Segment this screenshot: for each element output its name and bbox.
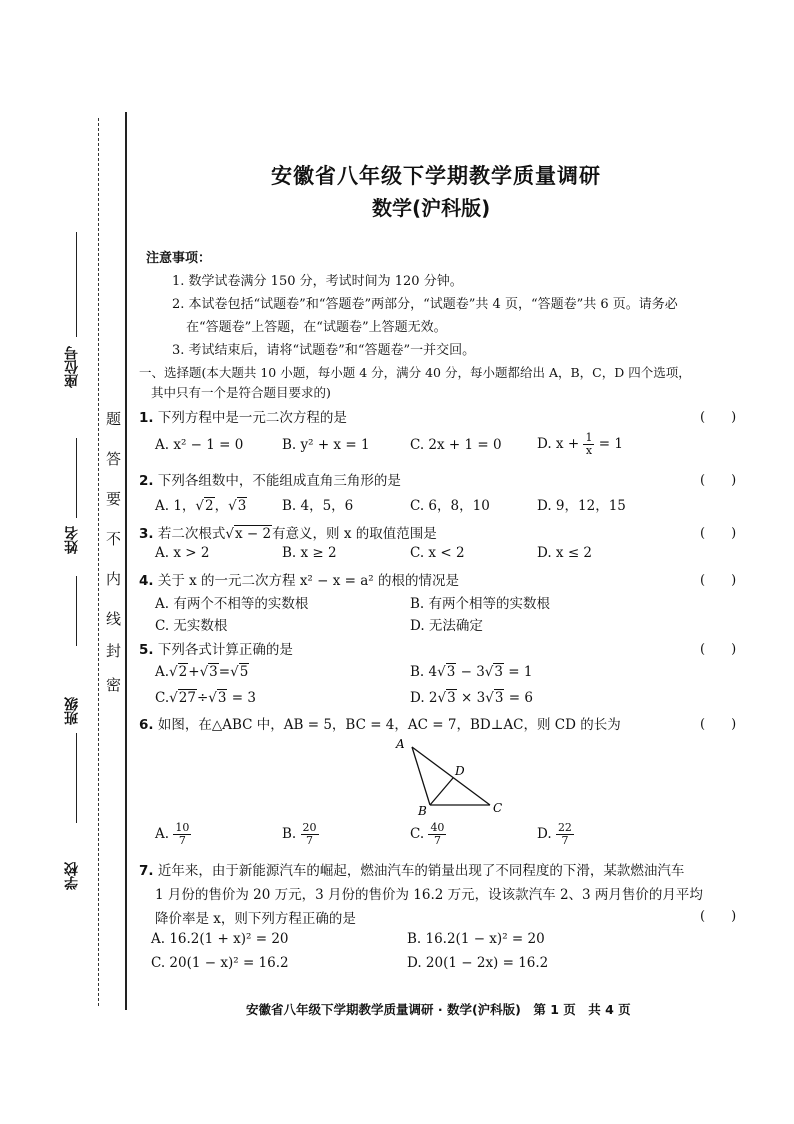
seal-char: 内 (106, 570, 122, 588)
question-4 (139, 569, 459, 589)
seat-blank (76, 232, 77, 337)
page-footer: 安徽省八年级下学期教学质量调研 · 数学(沪科版) 第 1 页 共 4 页 (246, 1002, 631, 1017)
question-7 (139, 859, 684, 879)
radicand: 3 (447, 690, 456, 706)
option-text: = 3 (231, 690, 256, 706)
seat-label: 座位号 (64, 346, 80, 388)
radicand: 3 (209, 664, 218, 680)
option-text: = (218, 664, 231, 680)
option-a (155, 822, 191, 847)
notes-heading: 注意事项： (146, 251, 212, 266)
note-item: 2. 本试卷包括“试题卷”和“答题卷”两部分，“试题卷”共 4 页，“答题卷”共 6 页。请务必 (172, 297, 678, 312)
section-heading-cont: 其中只有一个是符合题目要求的) (151, 385, 331, 400)
option-c: C. 6，8，10 (410, 498, 490, 514)
question-stem: 若二次根式 (157, 526, 226, 542)
option-a: A. 1，√2，√3 (155, 498, 247, 514)
question-6 (139, 713, 621, 733)
page-subtitle: 数学(沪科版) (372, 196, 491, 220)
seal-char: 要 (106, 490, 122, 508)
segment-ac (412, 747, 490, 805)
question-5 (139, 638, 293, 658)
option-b (282, 822, 319, 847)
segment-ab (412, 747, 430, 805)
note-item: 1. 数学试卷满分 150 分，考试时间为 120 分钟。 (172, 274, 463, 289)
radicand: x − 2 (234, 526, 272, 542)
answer-paren: ( ) (700, 717, 737, 732)
question-stem-cont: 1 月份的售价为 20 万元，3 月份的售价为 16.2 万元，设该款汽车 2、3 两月售价的月平均 (155, 887, 703, 903)
page-title: 安徽省八年级下学期教学质量调研 (271, 164, 601, 188)
radicand: 5 (239, 664, 249, 680)
option-text: B. (282, 826, 297, 842)
fraction (173, 822, 191, 847)
answer-paren: ( ) (700, 642, 737, 657)
answer-paren: ( ) (700, 909, 737, 924)
option-c: C. 无实数根 (155, 618, 228, 634)
question-1 (139, 406, 347, 426)
option-text: C. (410, 826, 425, 842)
option-text: + (188, 664, 200, 680)
option-a: A. x > 2 (155, 545, 210, 561)
dashed-binding-line (98, 118, 99, 1006)
option-text: B. 4 (410, 664, 438, 680)
option-text: × 3 (461, 690, 486, 706)
seal-char: 题 (106, 410, 122, 428)
school-label: 学校 (64, 862, 80, 890)
point-d-label: D (455, 764, 465, 778)
fraction-numerator: 22 (557, 821, 572, 834)
binding-border (125, 112, 127, 1010)
answer-paren: ( ) (700, 410, 737, 425)
class-label: 班级 (64, 697, 80, 725)
vertex-c-label: C (493, 801, 503, 815)
note-item: 在“答题卷”上答题，在“试题卷”上答题无效。 (186, 320, 447, 335)
option-b: B. 4√3 − 3√3 = 1 (410, 664, 533, 680)
radicand: 27 (178, 690, 196, 706)
class-blank (76, 733, 77, 823)
note-item: 3. 考试结束后，请将“试题卷”和“答题卷”一并交回。 (172, 343, 476, 358)
option-d: D. 20(1 − 2x) = 16.2 (407, 955, 549, 971)
fraction-numerator: 10 (175, 821, 190, 834)
option-c: C. 20(1 − x)² = 16.2 (151, 955, 289, 971)
radicand: 3 (237, 498, 247, 514)
option-b: B. x ≥ 2 (282, 545, 337, 561)
option-d: D. 2√3 × 3√3 = 6 (410, 690, 533, 706)
question-number: 7. (139, 863, 154, 879)
question-stem-cont: 降价率是 x，则下列方程正确的是 (155, 911, 356, 927)
option-text: C. (155, 690, 170, 706)
fraction (556, 822, 574, 847)
option-d (537, 822, 574, 847)
option-text: A. 1， (155, 498, 196, 514)
option-text: A. (155, 664, 170, 680)
question-number: 6. (139, 717, 154, 733)
fraction-denominator: 7 (561, 834, 569, 847)
question-stem: 近年来，由于新能源汽车的崛起，燃油汽车的销量出现了不同程度的下滑，某款燃油汽车 (157, 863, 685, 879)
option-text: D. (537, 826, 552, 842)
question-stem: 下列各组数中，不能组成直角三角形的是 (157, 473, 401, 489)
question-stem: 下列方程中是一元二次方程的是 (157, 410, 347, 426)
fraction-denominator: 7 (178, 834, 186, 847)
seal-char: 密 (106, 676, 122, 694)
fraction (301, 822, 319, 847)
vertex-a-label: A (396, 737, 405, 751)
option-text: ， (214, 498, 229, 514)
fraction-numerator: 20 (302, 821, 317, 834)
answer-paren: ( ) (700, 573, 737, 588)
question-3: 3. 若二次根式√x − 2有意义，则 x 的取值范围是 (139, 526, 437, 542)
question-2 (139, 469, 401, 489)
radicand: 3 (217, 690, 227, 706)
option-b: B. y² + x = 1 (282, 437, 370, 453)
question-number: 2. (139, 473, 154, 489)
segment-bd (430, 778, 453, 805)
option-b: B. 4，5，6 (282, 498, 354, 514)
radicand: 2 (205, 498, 214, 514)
fraction (583, 432, 594, 457)
seal-char: 封 (106, 642, 122, 660)
seal-char: 线 (106, 610, 122, 628)
answer-paren: ( ) (700, 473, 737, 488)
option-c: C. x < 2 (410, 545, 465, 561)
fraction-denominator: 7 (306, 834, 314, 847)
option-c: C. 2x + 1 = 0 (410, 437, 502, 453)
name-blank (76, 438, 77, 518)
name-blank-lower (76, 576, 77, 646)
option-text: = 1 (598, 436, 623, 452)
name-label: 姓名 (64, 526, 80, 554)
fraction (428, 822, 446, 847)
option-a: A. 16.2(1 + x)² = 20 (151, 931, 289, 947)
option-d: D. 9，12，15 (537, 498, 626, 514)
option-text: ÷ (196, 690, 209, 706)
radicand: 3 (446, 664, 456, 680)
question-stem: 关于 x 的一元二次方程 x² − x = a² 的根的情况是 (157, 573, 459, 589)
option-text: D. 2 (410, 690, 438, 706)
radicand: 3 (494, 690, 504, 706)
option-c: C.√27÷√3 = 3 (155, 690, 256, 706)
question-stem: 如图，在△ABC 中，AB = 5，BC = 4，AC = 7，BD⊥AC，则 CD 的长为 (157, 717, 621, 733)
fraction-numerator: 1 (585, 431, 593, 444)
option-text: A. (155, 826, 170, 842)
question-number: 3. (139, 526, 154, 542)
option-d: D. x ≤ 2 (537, 545, 593, 561)
radicand: 3 (494, 664, 503, 680)
option-a: A. 有两个不相等的实数根 (155, 596, 309, 612)
fraction-denominator: 7 (433, 834, 441, 847)
option-a: A. x² − 1 = 0 (155, 437, 244, 453)
seal-char: 答 (106, 450, 122, 468)
option-b: B. 16.2(1 − x)² = 20 (407, 931, 545, 947)
option-c (410, 822, 446, 847)
section-heading: 一、选择题(本大题共 10 小题，每小题 4 分，满分 40 分，每小题都给出 A，B，C，D 四个选项， (139, 365, 691, 380)
option-text: = 1 (508, 664, 533, 680)
question-stem: 下列各式计算正确的是 (157, 642, 293, 658)
question-number: 4. (139, 573, 154, 589)
radicand: 2 (178, 664, 188, 680)
answer-paren: ( ) (700, 526, 737, 541)
fraction-numerator: 40 (430, 821, 445, 834)
option-text: − 3 (460, 664, 485, 680)
triangle-figure (390, 735, 510, 820)
option-d (537, 432, 623, 457)
vertex-b-label: B (418, 804, 427, 818)
option-a: A.√2+√3=√5 (155, 664, 249, 680)
option-b: B. 有两个相等的实数根 (410, 596, 551, 612)
option-d: D. 无法确定 (410, 618, 483, 634)
question-number: 5. (139, 642, 154, 658)
question-stem: 有意义，则 x 的取值范围是 (272, 526, 437, 542)
option-text: = 6 (508, 690, 533, 706)
fraction-denominator: x (585, 444, 593, 457)
option-text: D. x + (537, 436, 580, 452)
seal-char: 不 (106, 530, 122, 548)
question-number: 1. (139, 410, 154, 426)
